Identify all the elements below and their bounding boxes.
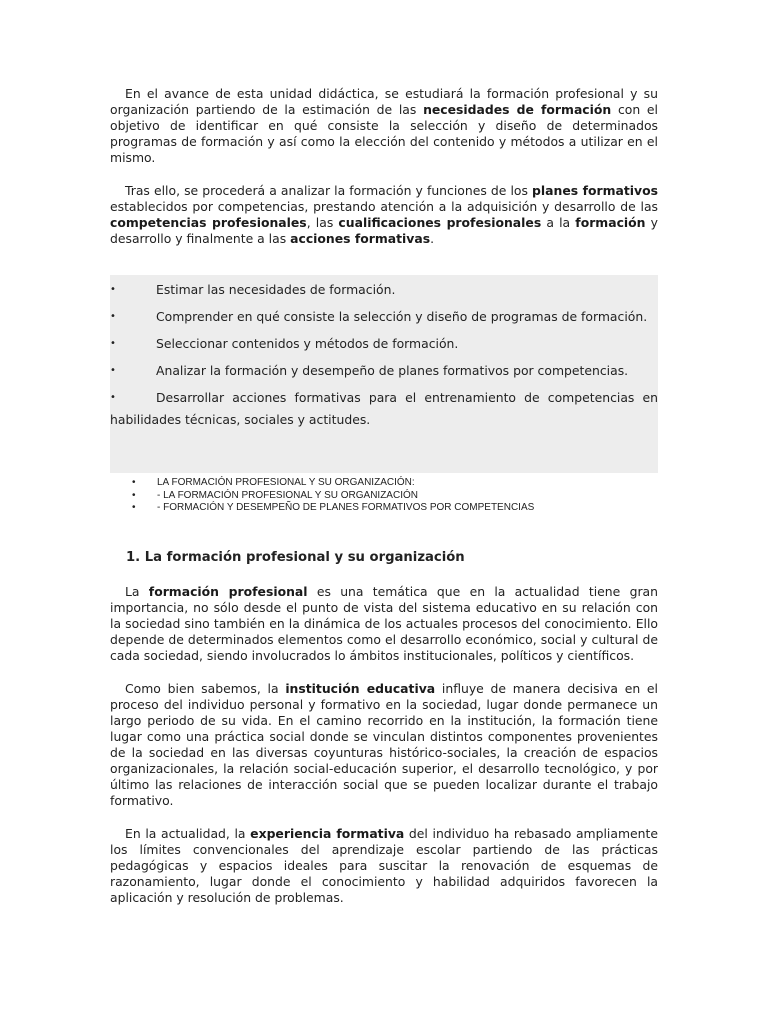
bullet-icon: • — [110, 311, 116, 322]
text-run: En el avance de esta unidad didáctica, se estudiará la formación profesional y su organización partiendo de la estimación de las — [110, 86, 658, 117]
text-run: influye de manera decisiva en el proceso del individuo personal y formativo en la sociedad, lugar donde permanece un largo periodo de su vida. En el camino recorrido en la institución, la formación tiene lugar como una práctica social donde se vinculan distintos componentes provenientes de la sociedad en las diversas coyunturas histórico-sociales, la creación de espacios organizacionales, la relación social-educación superior, el desarrollo tecnológico, y por último las relaciones de interacción social que se pueden localizar durante el trabajo formativo. — [110, 681, 658, 808]
bold-term: competencias profesionales — [110, 215, 307, 230]
intro-paragraph-1 — [110, 86, 658, 166]
intro-paragraph-2 — [110, 183, 658, 247]
text-run: Como bien sabemos, la — [125, 681, 286, 696]
bullet-icon: • — [132, 477, 136, 488]
table-of-contents — [132, 477, 534, 515]
bold-term: institución educativa — [285, 681, 436, 696]
toc-link[interactable]: LA FORMACIÓN PROFESIONAL Y SU ORGANIZACIÓN: — [157, 477, 415, 488]
toc-link[interactable]: - LA FORMACIÓN PROFESIONAL Y SU ORGANIZACIÓN — [157, 489, 418, 501]
text-run: es una temática que en la actualidad tiene gran importancia, no sólo desde el punto de vista del sistema educativo en su relación con la sociedad sino también en la dinámica de los actuales procesos del conocimiento. Ello depende de determinados elementos como el desarrollo económico, social y cultural de cada sociedad, siendo involucrados lo ámbitos institucionales, políticos y científicos. — [110, 584, 658, 663]
bullet-icon: • — [110, 338, 116, 349]
text-run: con el objetivo de identificar en qué consiste la selección y diseño de determinados programas de formación y así como la elección del contenido y métodos a utilizar en el mismo. — [110, 102, 658, 165]
objective-item — [110, 387, 658, 431]
text-run: a la — [541, 215, 576, 230]
section-1-body — [110, 584, 658, 906]
objective-text: Seleccionar contenidos y métodos de formación. — [156, 336, 459, 351]
objective-text: Desarrollar acciones formativas para el entrenamiento de competencias en habilidades técnicas, sociales y actitudes. — [110, 390, 658, 427]
bullet-icon: • — [110, 284, 116, 295]
bullet-icon: • — [132, 502, 136, 513]
text-run: En la actualidad, la — [125, 826, 251, 841]
intro-section — [110, 86, 658, 247]
objective-text: Comprender en qué consiste la selección y diseño de programas de formación. — [156, 309, 648, 324]
toc-item — [132, 490, 534, 503]
text-run: establecidos por competencias, prestando atención a la adquisición y desarrollo de las — [110, 199, 658, 214]
bold-term: formación — [575, 215, 646, 230]
objectives-list — [110, 279, 658, 436]
section-paragraph-1 — [110, 584, 658, 664]
text-run: La — [125, 584, 149, 599]
bullet-icon: • — [110, 392, 116, 403]
bold-term: cualificaciones profesionales — [338, 215, 542, 230]
bold-term: experiencia formativa — [250, 826, 405, 841]
text-run: , las — [306, 215, 339, 230]
bold-term: necesidades de formación — [423, 102, 612, 117]
text-run: y desarrollo y finalmente a las — [110, 215, 658, 246]
section-paragraph-2 — [110, 681, 658, 809]
toc-link[interactable]: - FORMACIÓN Y DESEMPEÑO DE PLANES FORMATIVOS POR COMPETENCIAS — [157, 502, 535, 513]
bold-term: acciones formativas — [290, 231, 431, 246]
objective-item — [110, 360, 658, 382]
section-heading: 1. La formación profesional y su organización — [126, 550, 465, 565]
text-run: . — [430, 231, 435, 246]
objective-item — [110, 279, 658, 301]
bold-term: planes formativos — [532, 183, 659, 198]
toc-item — [132, 502, 534, 515]
text-run: del individuo ha rebasado ampliamente los límites convencionales del aprendizaje escolar partiendo de las prácticas pedagógicas y espacios ideales para suscitar la renovación de esquemas de razonamiento, lugar donde el conocimiento y habilidad adquiridos favorecen la aplicación y resolución de problemas. — [110, 826, 658, 905]
bullet-icon: • — [110, 365, 116, 376]
objective-text: Estimar las necesidades de formación. — [156, 282, 396, 297]
objective-text: Analizar la formación y desempeño de planes formativos por competencias. — [156, 363, 629, 378]
bullet-icon: • — [132, 489, 136, 501]
text-run: Tras ello, se procederá a analizar la formación y funciones de los — [125, 183, 533, 198]
objective-item — [110, 333, 658, 355]
toc-item — [132, 477, 534, 490]
section-paragraph-3 — [110, 826, 658, 906]
objective-item — [110, 306, 658, 328]
bold-term: formación profesional — [148, 584, 308, 599]
